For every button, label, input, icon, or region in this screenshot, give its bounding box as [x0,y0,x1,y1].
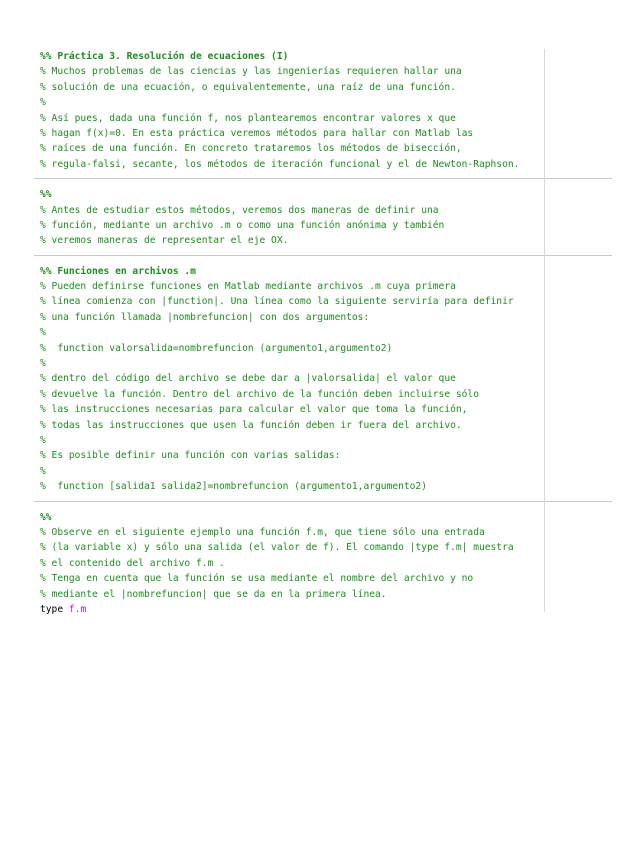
code-editor[interactable] [40,49,612,617]
comment-line: % Muchos problemas de las ciencias y las ingenierías requieren hallar una [40,66,462,78]
comment-line: % todas las instrucciones que usen la función deben ir fuera del archivo. [40,419,462,431]
comment-line: % Así pues, dada una función f, nos plantearemos encontrar valores x que [40,112,456,124]
comment-line: % Es posible definir una función con varias salidas: [40,450,341,462]
comment-line: % [40,358,46,370]
comment-line: % una función llamada |nombrefuncion| con dos argumentos: [40,311,370,323]
cell-title: %% Funciones en archivos .m [40,265,196,277]
comment-line: % función, mediante un archivo .m o como una función anónima y también [40,219,445,231]
comment-line: % dentro del código del archivo se debe dar a |valorsalida| el valor que [40,373,456,385]
comment-line: % [40,434,46,446]
cell-divider [34,501,612,502]
comment-line: % las instrucciones necesarias para calcular el valor que toma la función, [40,404,468,416]
comment-line: % Antes de estudiar estos métodos, veremos dos maneras de definir una [40,204,439,216]
comment-line: % Tenga en cuenta que la función se usa mediante el nombre del archivo y no [40,573,474,585]
right-margin-line [544,49,545,612]
comment-line: % Observe en el siguiente ejemplo una función f.m, que tiene sólo una entrada [40,526,485,538]
type-command: type [40,603,69,615]
cell-divider [34,178,612,179]
comment-line: % [40,465,46,477]
comment-line: % Pueden definirse funciones en Matlab mediante archivos .m cuya primera [40,281,456,293]
comment-line: % (la variable x) y sólo una salida (el valor de f). El comando |type f.m| muestra [40,542,514,554]
comment-line: % [40,97,46,109]
comment-line: % el contenido del archivo f.m . [40,557,225,569]
cell-divider [34,255,612,256]
code-cell-1[interactable] [40,49,612,172]
comment-line: % function [salida1 salida2]=nombrefuncion (argumento1,argumento2) [40,481,427,493]
comment-line: % raíces de una función. En concreto trataremos los métodos de bisección, [40,143,462,155]
cell-title: %% [40,511,52,523]
code-cell-3[interactable] [40,264,612,495]
code-cell-2[interactable] [40,187,612,249]
comment-line: % mediante el |nombrefuncion| que se da en la primera línea. [40,588,387,600]
cell-title: %% [40,189,52,201]
comment-line: % hagan f(x)=0. En esta práctica veremos métodos para hallar con Matlab las [40,127,474,139]
comment-line: % regula-falsi, secante, los métodos de iteración funcional y el de Newton-Raphson. [40,158,520,170]
code-cell-4[interactable] [40,510,612,618]
comment-line: % [40,327,46,339]
comment-line: % veremos maneras de representar el eje OX. [40,235,289,247]
comment-line: % function valorsalida=nombrefuncion (argumento1,argumento2) [40,342,393,354]
comment-line: % devuelve la función. Dentro del archivo de la función deben incluirse sólo [40,388,479,400]
cell-title: %% Práctica 3. Resolución de ecuaciones (I) [40,51,289,62]
code-statement[interactable] [40,602,612,617]
comment-line: % solución de una ecuación, o equivalentemente, una raíz de una función. [40,81,456,93]
comment-line: % línea comienza con |function|. Una línea como la siguiente serviría para definir [40,296,514,308]
file-argument: f.m [68,603,87,615]
